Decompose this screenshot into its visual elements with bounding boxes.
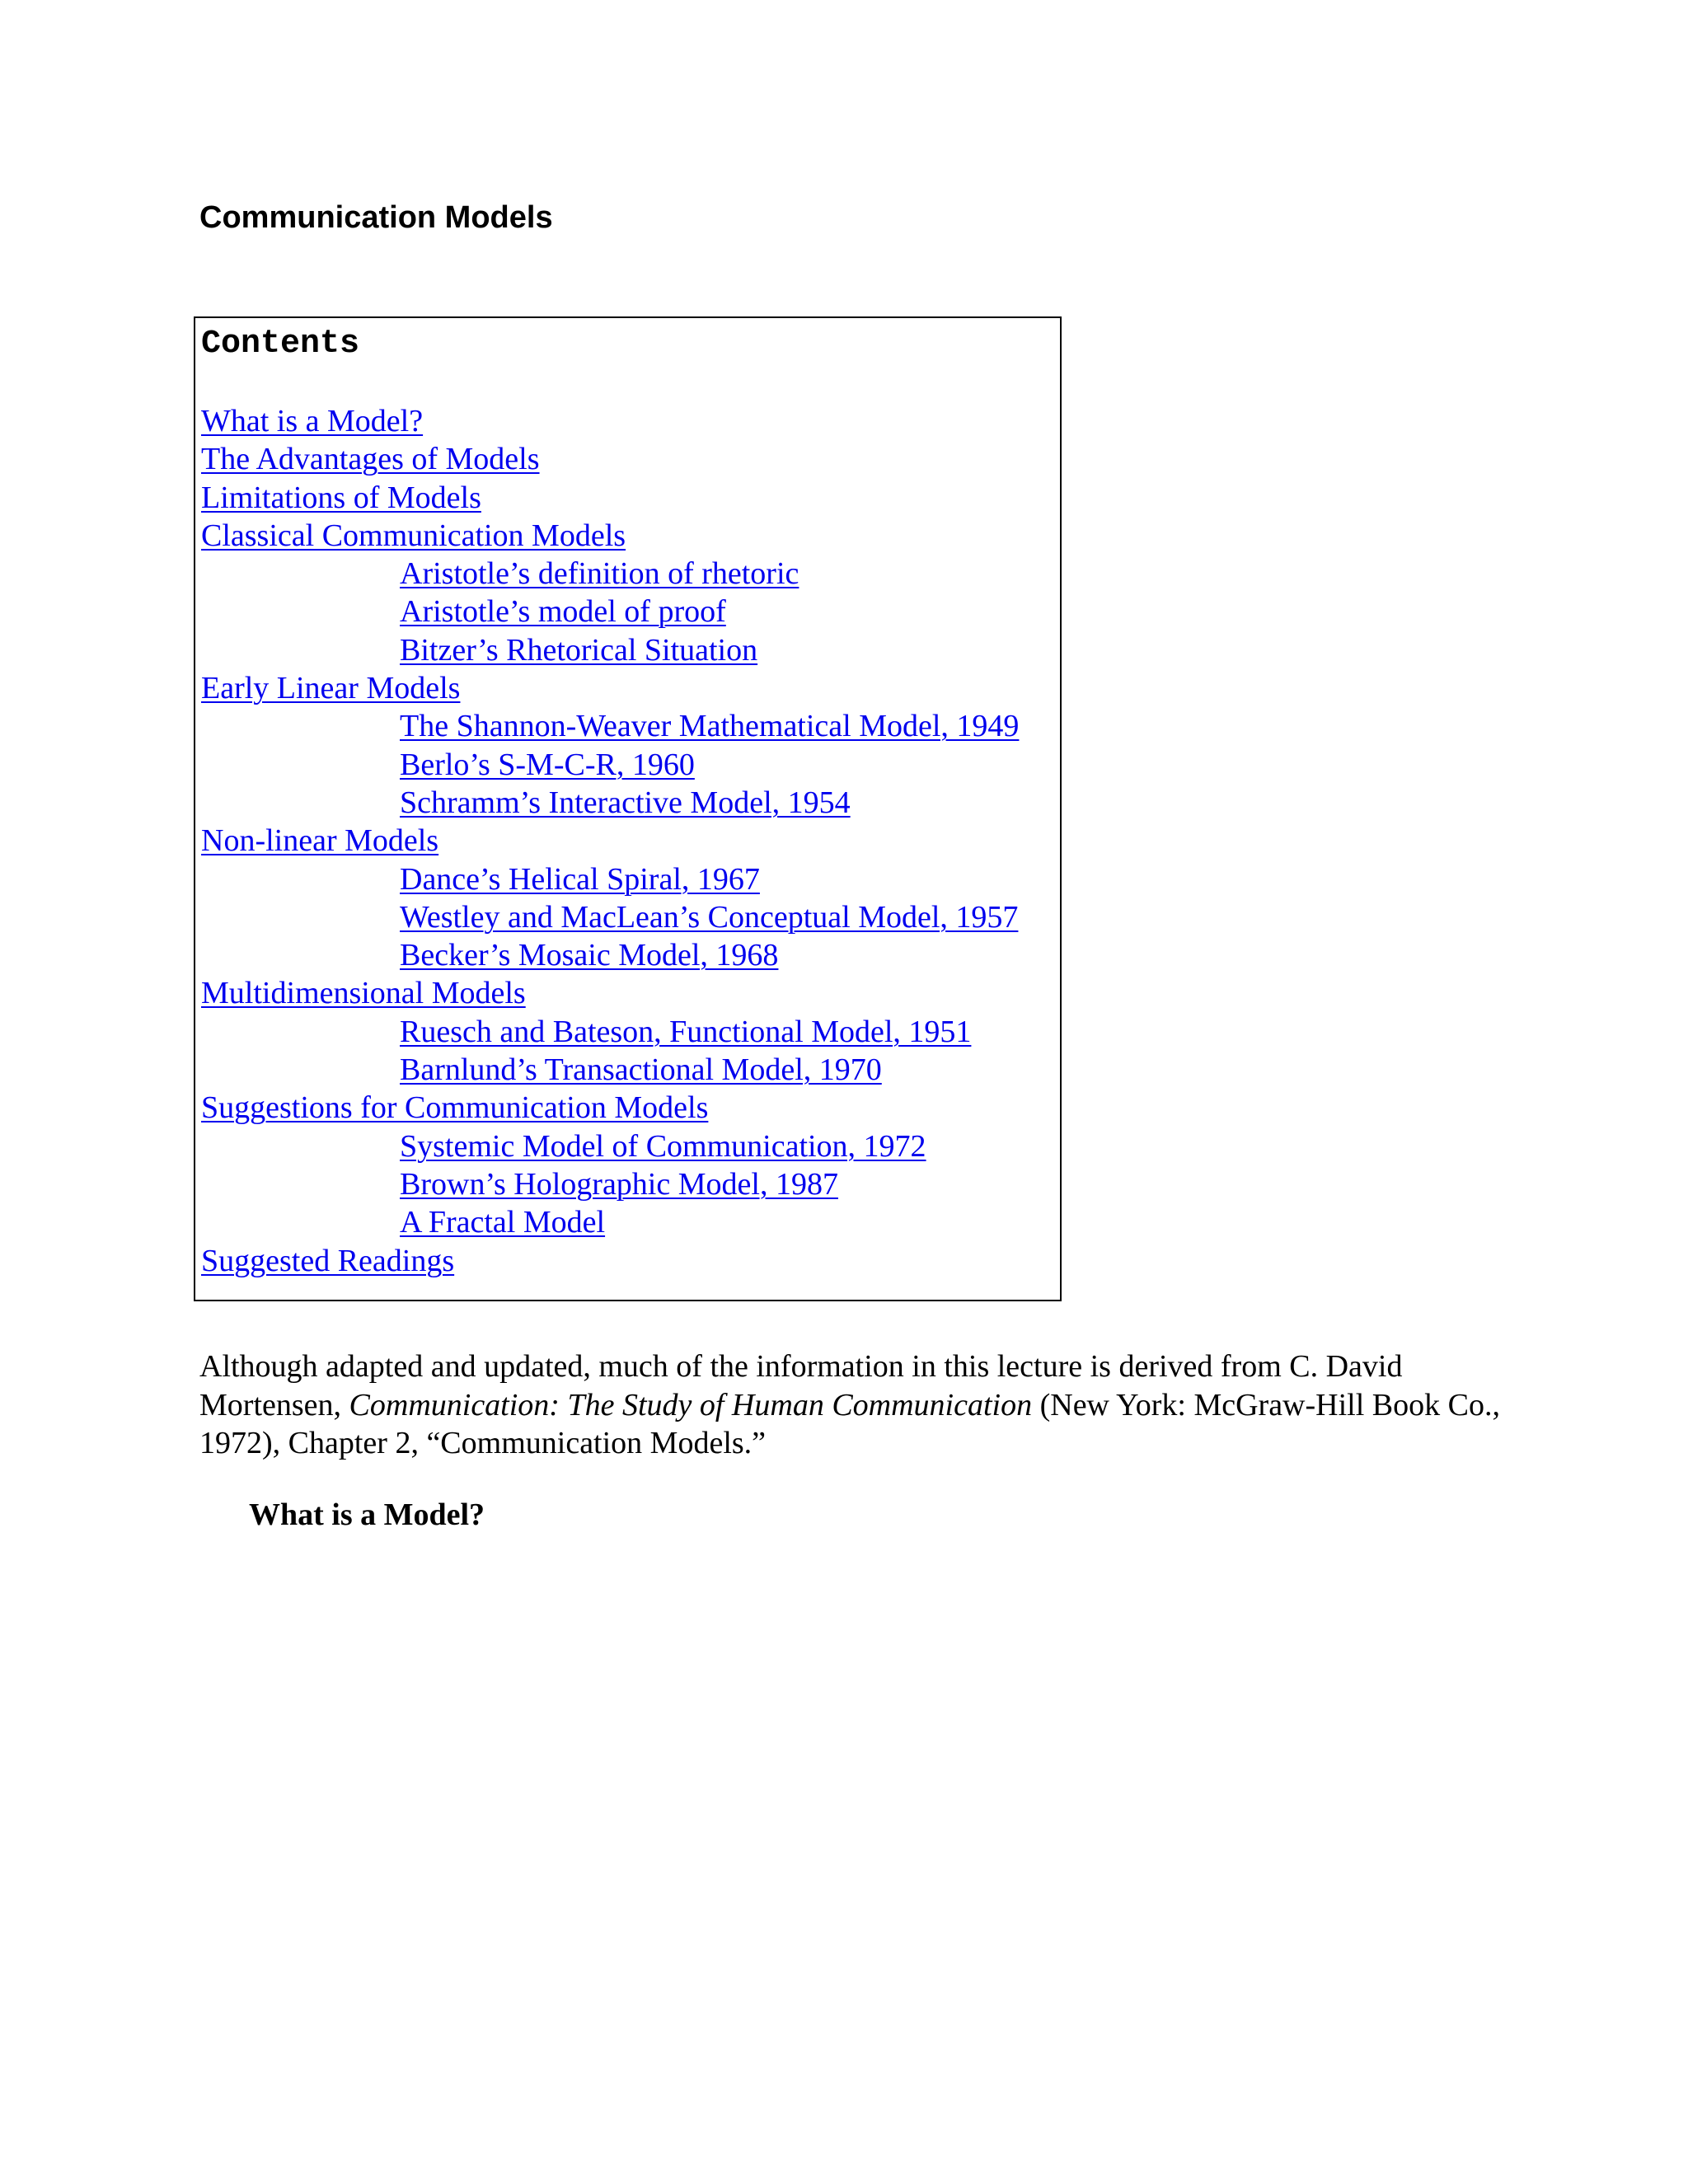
toc-link-fractal-model[interactable]: A Fractal Model bbox=[400, 1205, 606, 1240]
toc-link-early-linear-models[interactable]: Early Linear Models bbox=[201, 671, 461, 706]
intro-text-start: Although adapted and updated, much of the information in this lecture is derived from C. David Mortensen, bbox=[199, 1349, 1403, 1422]
toc-link-systemic-model[interactable]: Systemic Model of Communication, 1972 bbox=[400, 1128, 926, 1164]
toc-link-advantages-of-models[interactable]: The Advantages of Models bbox=[201, 442, 540, 477]
toc-link-classical-communication-models[interactable]: Classical Communication Models bbox=[201, 518, 626, 553]
toc-link-suggested-readings[interactable]: Suggested Readings bbox=[201, 1243, 455, 1278]
toc-link-non-linear-models[interactable]: Non-linear Models bbox=[201, 823, 439, 859]
toc-heading: Contents bbox=[201, 326, 360, 363]
toc-link-dance-helical-spiral[interactable]: Dance’s Helical Spiral, 1967 bbox=[400, 861, 760, 897]
book-title: Communication: The Study of Human Communication bbox=[349, 1387, 1033, 1422]
toc-link-berlo-smcr[interactable]: Berlo’s S-M-C-R, 1960 bbox=[400, 747, 695, 782]
toc-link-aristotle-model-of-proof[interactable]: Aristotle’s model of proof bbox=[400, 594, 726, 630]
toc-link-ruesch-bateson-model[interactable]: Ruesch and Bateson, Functional Model, 1951 bbox=[400, 1014, 972, 1049]
table-of-contents bbox=[194, 316, 1062, 1301]
toc-link-shannon-weaver-model[interactable]: The Shannon-Weaver Mathematical Model, 1949 bbox=[400, 709, 1020, 744]
toc-link-westley-maclean-model[interactable]: Westley and MacLean’s Conceptual Model, 1957 bbox=[400, 899, 1019, 935]
toc-link-barnlund-transactional-model[interactable]: Barnlund’s Transactional Model, 1970 bbox=[400, 1052, 882, 1088]
toc-link-limitations-of-models[interactable]: Limitations of Models bbox=[201, 480, 481, 515]
toc-link-bitzer-rhetorical-situation[interactable]: Bitzer’s Rhetorical Situation bbox=[400, 632, 758, 668]
toc-link-what-is-a-model[interactable]: What is a Model? bbox=[201, 404, 424, 438]
toc-list bbox=[201, 402, 1019, 1280]
toc-link-schramm-interactive-model[interactable]: Schramm’s Interactive Model, 1954 bbox=[400, 785, 851, 820]
toc-link-becker-mosaic-model[interactable]: Becker’s Mosaic Model, 1968 bbox=[400, 938, 779, 973]
intro-text-end: (New York: McGraw-Hill Book Co., 1972), Chapter 2, “Communication Models.” bbox=[199, 1387, 1500, 1460]
page-title: Communication Models bbox=[199, 200, 553, 235]
intro-paragraph bbox=[199, 1347, 1502, 1463]
toc-link-multidimensional-models[interactable]: Multidimensional Models bbox=[201, 976, 526, 1011]
toc-link-aristotle-definition-of-rhetoric[interactable]: Aristotle’s definition of rhetoric bbox=[400, 556, 799, 592]
toc-link-suggestions-for-models[interactable]: Suggestions for Communication Models bbox=[201, 1090, 709, 1126]
section-heading: What is a Model? bbox=[249, 1497, 485, 1532]
toc-link-brown-holographic-model[interactable]: Brown’s Holographic Model, 1987 bbox=[400, 1166, 838, 1202]
